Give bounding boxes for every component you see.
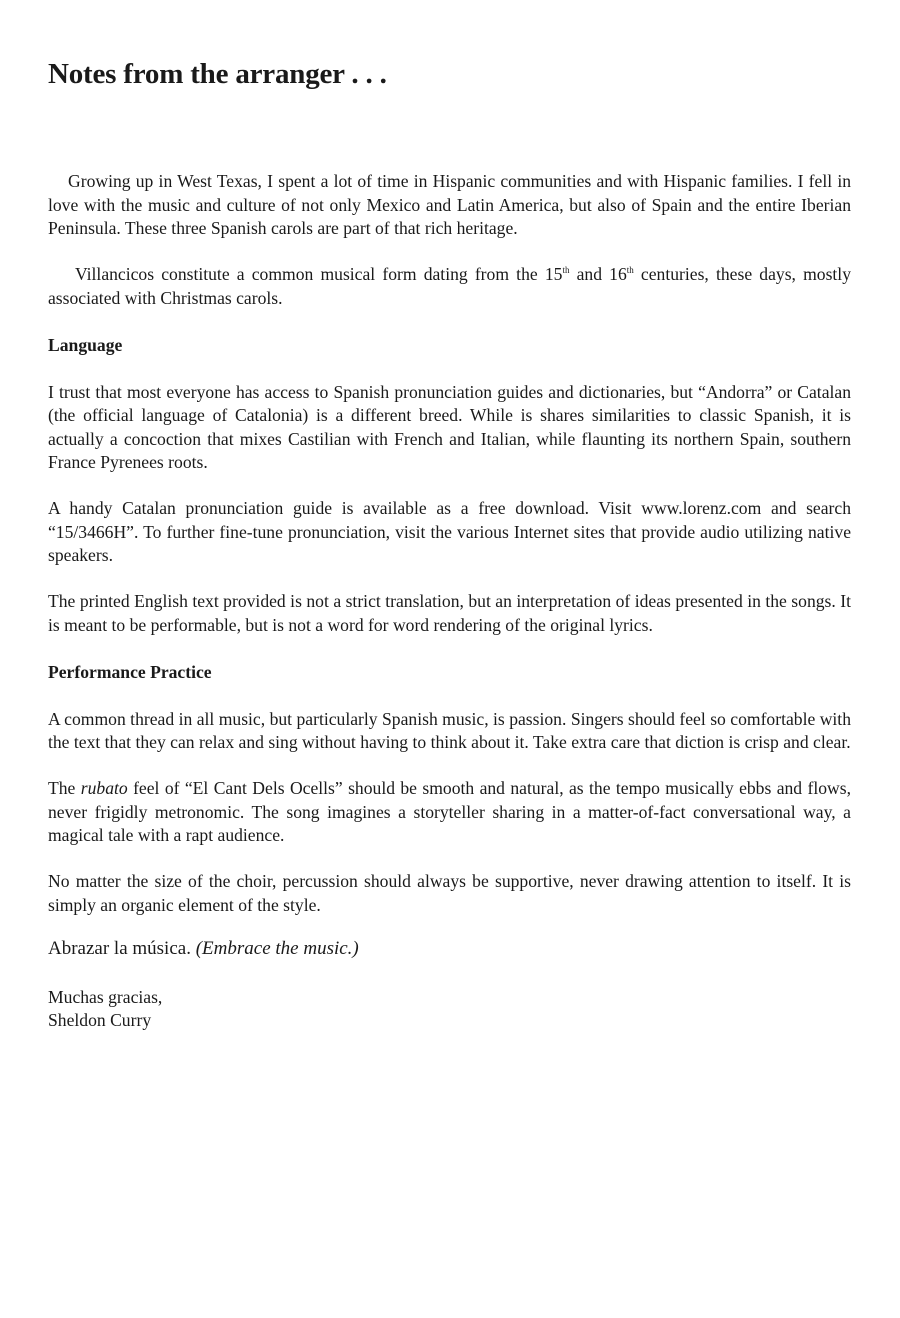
- closing-english: (Embrace the music.): [195, 938, 359, 959]
- signoff: [48, 986, 851, 1033]
- language-paragraph-1: I trust that most everyone has access to Spanish pronunciation guides and dictionaries, but “Andorra” or Catalan (the official language of Catalonia) is a different breed. While is shares similarities to classic Spanish, it is actually a concoction that mixes Castilian with French and Italian, while flaunting its northern Spain, southern France Pyrenees roots.: [48, 381, 851, 472]
- intro-paragraph-1: Growing up in West Texas, I spent a lot of time in Hispanic communities and with Hispanic families. I fell in love with the music and culture of not only Mexico and Latin America, but also of Spain and the entire Iberian Peninsula. These three Spanish carols are part of that rich heritage.: [48, 171, 851, 238]
- intro-paragraph-2: [48, 263, 851, 310]
- performance-heading: Performance Practice: [48, 661, 212, 682]
- performance-paragraph-3: No matter the size of the choir, percussion should always be supportive, never drawing attention to itself. It is simply an organic element of the style.: [48, 871, 851, 915]
- superscript-th-2: th: [626, 265, 634, 275]
- language-paragraph-2: A handy Catalan pronunciation guide is available as a free download. Visit www.lorenz.com and search “15/3466H”. To further fine-tune pronunciation, visit the various Internet sites that provide audio utilizing native speakers.: [48, 498, 851, 565]
- rubato-term: rubato: [80, 778, 128, 798]
- closing-spanish: Abrazar la música.: [48, 938, 196, 959]
- performance-paragraph-2: [48, 777, 851, 848]
- language-heading: Language: [48, 334, 123, 355]
- performance-paragraph-2-text-end: feel of “El Cant Dels Ocells” should be smooth and natural, as the tempo musically ebbs and flows, never frigidly metronomic. The song imagines a storyteller sharing in a matter-of-fact conversational way, a magical tale with a rapt audience.: [48, 778, 851, 845]
- superscript-th-1: th: [562, 265, 570, 275]
- page-title: Notes from the arranger . . .: [48, 58, 387, 90]
- document-body: [48, 170, 851, 1033]
- performance-paragraph-1: A common thread in all music, but particularly Spanish music, is passion. Singers should feel so comfortable with the text that they can relax and sing without having to think about it. Take extra care that diction is crisp and clear.: [48, 708, 851, 752]
- signoff-author: Sheldon Curry: [48, 1010, 152, 1030]
- performance-paragraph-2-text-start: The: [48, 778, 81, 798]
- signoff-greeting: Muchas gracias,: [48, 986, 163, 1007]
- language-paragraph-3: The printed English text provided is not a strict translation, but an interpretation of ideas presented in the songs. It is meant to be performable, but is not a word for word rendering of the original lyrics.: [48, 591, 851, 635]
- closing-line: [48, 937, 851, 961]
- intro-paragraph-2-text-start: Villancicos constitute a common musical form dating from the 15: [75, 264, 563, 284]
- intro-paragraph-2-text-end: centuries, these days, mostly associated with Christmas carols.: [48, 264, 851, 308]
- intro-paragraph-2-text-mid: and 16: [569, 264, 627, 284]
